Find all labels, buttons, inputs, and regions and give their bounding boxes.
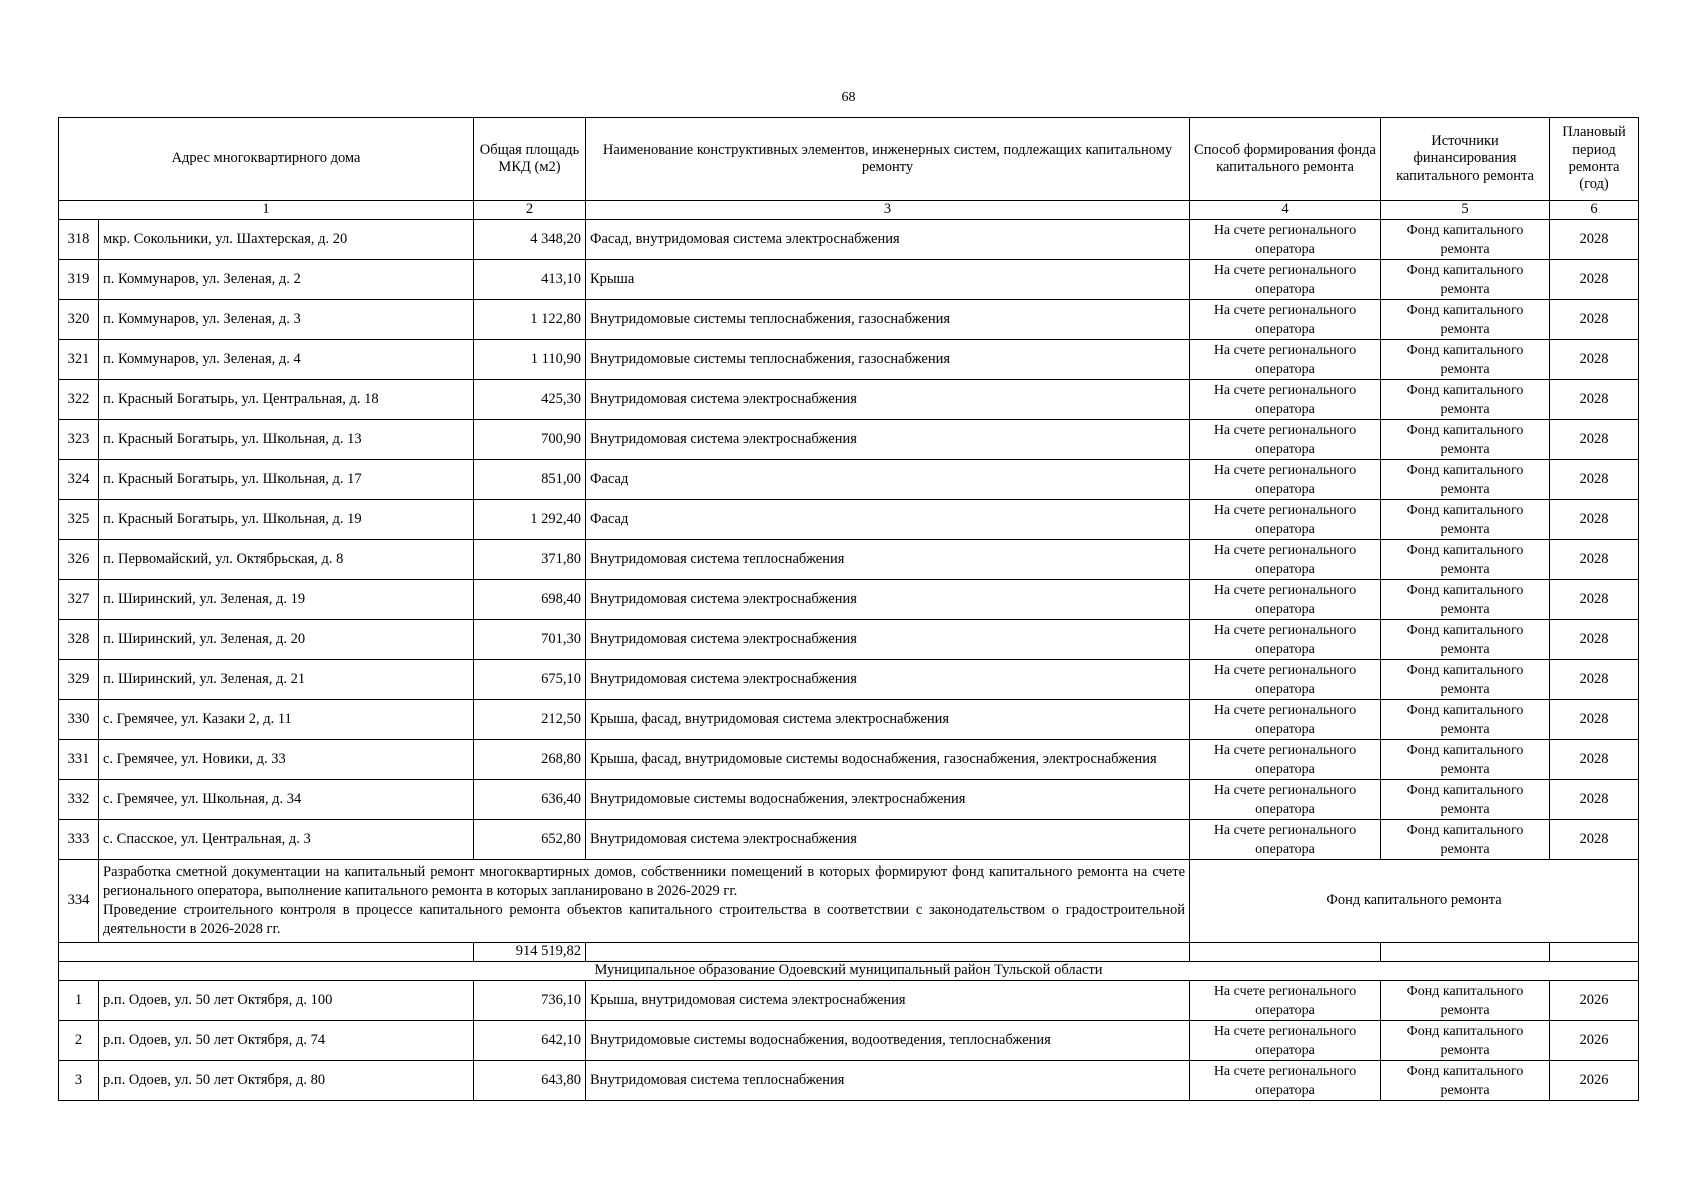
- year-cell: 2028: [1550, 580, 1639, 620]
- source-cell: Фонд капитального ремонта: [1381, 460, 1550, 500]
- row-number: 320: [59, 300, 99, 340]
- address-cell: п. Красный Богатырь, ул. Школьная, д. 19: [99, 500, 474, 540]
- elements-cell: Внутридомовая система теплоснабжения: [586, 1061, 1190, 1101]
- note-text: [99, 860, 1190, 943]
- table-row: [59, 981, 1639, 1021]
- method-cell: На счете регионального оператора: [1190, 1061, 1381, 1101]
- area-cell: 268,80: [474, 740, 586, 780]
- source-cell: Фонд капитального ремонта: [1381, 220, 1550, 260]
- row-number: 332: [59, 780, 99, 820]
- total-empty: [59, 943, 474, 962]
- row-number: 318: [59, 220, 99, 260]
- elements-cell: Внутридомовые системы теплоснабжения, газоснабжения: [586, 340, 1190, 380]
- source-cell: Фонд капитального ремонта: [1381, 300, 1550, 340]
- area-cell: 4 348,20: [474, 220, 586, 260]
- year-cell: 2028: [1550, 740, 1639, 780]
- header-source: Источники финансирования капитального ремонта: [1381, 118, 1550, 201]
- method-cell: На счете регионального оператора: [1190, 740, 1381, 780]
- table-row: [59, 420, 1639, 460]
- column-numbers-row: [59, 201, 1639, 220]
- elements-cell: Крыша, фасад, внутридомовая система электроснабжения: [586, 700, 1190, 740]
- year-cell: 2026: [1550, 1061, 1639, 1101]
- area-cell: 675,10: [474, 660, 586, 700]
- source-cell: Фонд капитального ремонта: [1381, 700, 1550, 740]
- method-cell: На счете регионального оператора: [1190, 380, 1381, 420]
- elements-cell: Внутридомовая система электроснабжения: [586, 620, 1190, 660]
- year-cell: 2028: [1550, 660, 1639, 700]
- total-empty: [1550, 943, 1639, 962]
- address-cell: п. Красный Богатырь, ул. Школьная, д. 13: [99, 420, 474, 460]
- address-cell: п. Ширинский, ул. Зеленая, д. 21: [99, 660, 474, 700]
- elements-cell: Крыша, внутридомовая система электроснабжения: [586, 981, 1190, 1021]
- method-cell: На счете регионального оператора: [1190, 460, 1381, 500]
- method-cell: На счете регионального оператора: [1190, 540, 1381, 580]
- column-number: 6: [1550, 201, 1639, 220]
- table-row: [59, 340, 1639, 380]
- area-cell: 701,30: [474, 620, 586, 660]
- table-row: [59, 580, 1639, 620]
- row-number: 328: [59, 620, 99, 660]
- row-number: 331: [59, 740, 99, 780]
- area-cell: 652,80: [474, 820, 586, 860]
- row-number: 333: [59, 820, 99, 860]
- column-number: 1: [59, 201, 474, 220]
- year-cell: 2028: [1550, 700, 1639, 740]
- row-number: 319: [59, 260, 99, 300]
- year-cell: 2028: [1550, 780, 1639, 820]
- row-number: 2: [59, 1021, 99, 1061]
- table-row: [59, 500, 1639, 540]
- row-number: 327: [59, 580, 99, 620]
- table-row: [59, 220, 1639, 260]
- year-cell: 2026: [1550, 1021, 1639, 1061]
- elements-cell: Внутридомовая система теплоснабжения: [586, 540, 1190, 580]
- address-cell: р.п. Одоев, ул. 50 лет Октября, д. 74: [99, 1021, 474, 1061]
- row-number: 321: [59, 340, 99, 380]
- row-number: 3: [59, 1061, 99, 1101]
- note-row: [59, 860, 1639, 943]
- total-empty: [586, 943, 1190, 962]
- area-cell: 642,10: [474, 1021, 586, 1061]
- address-cell: п. Коммунаров, ул. Зеленая, д. 2: [99, 260, 474, 300]
- header-elements: Наименование конструктивных элементов, инженерных систем, подлежащих капитальному ремонту: [586, 118, 1190, 201]
- table-row: [59, 300, 1639, 340]
- area-cell: 1 292,40: [474, 500, 586, 540]
- elements-cell: Внутридомовая система электроснабжения: [586, 820, 1190, 860]
- elements-cell: Фасад: [586, 500, 1190, 540]
- year-cell: 2028: [1550, 620, 1639, 660]
- area-cell: 851,00: [474, 460, 586, 500]
- table-row: [59, 820, 1639, 860]
- area-cell: 371,80: [474, 540, 586, 580]
- table-footer: [59, 860, 1639, 981]
- method-cell: На счете регионального оператора: [1190, 580, 1381, 620]
- row-number: 334: [59, 860, 99, 943]
- year-cell: 2028: [1550, 260, 1639, 300]
- year-cell: 2028: [1550, 220, 1639, 260]
- area-cell: 636,40: [474, 780, 586, 820]
- address-cell: п. Коммунаров, ул. Зеленая, д. 4: [99, 340, 474, 380]
- table-body-odoev: [59, 981, 1639, 1101]
- year-cell: 2028: [1550, 300, 1639, 340]
- total-row: [59, 943, 1639, 962]
- section-title: Муниципальное образование Одоевский муниципальный район Тульской области: [59, 962, 1639, 981]
- address-cell: р.п. Одоев, ул. 50 лет Октября, д. 100: [99, 981, 474, 1021]
- address-cell: п. Первомайский, ул. Октябрьская, д. 8: [99, 540, 474, 580]
- method-cell: На счете регионального оператора: [1190, 300, 1381, 340]
- address-cell: с. Спасское, ул. Центральная, д. 3: [99, 820, 474, 860]
- year-cell: 2028: [1550, 820, 1639, 860]
- year-cell: 2028: [1550, 380, 1639, 420]
- area-cell: 425,30: [474, 380, 586, 420]
- column-number: 2: [474, 201, 586, 220]
- address-cell: п. Ширинский, ул. Зеленая, д. 20: [99, 620, 474, 660]
- elements-cell: Крыша, фасад, внутридомовые системы водоснабжения, газоснабжения, электроснабжения: [586, 740, 1190, 780]
- method-cell: На счете регионального оператора: [1190, 420, 1381, 460]
- table-row: [59, 660, 1639, 700]
- table-row: [59, 620, 1639, 660]
- address-cell: р.п. Одоев, ул. 50 лет Октября, д. 80: [99, 1061, 474, 1101]
- source-cell: Фонд капитального ремонта: [1381, 620, 1550, 660]
- table-row: [59, 780, 1639, 820]
- address-cell: п. Коммунаров, ул. Зеленая, д. 3: [99, 300, 474, 340]
- elements-cell: Фасад: [586, 460, 1190, 500]
- method-cell: На счете регионального оператора: [1190, 981, 1381, 1021]
- table-row: [59, 260, 1639, 300]
- column-number: 4: [1190, 201, 1381, 220]
- elements-cell: Внутридомовые системы теплоснабжения, газоснабжения: [586, 300, 1190, 340]
- elements-cell: Внутридомовая система электроснабжения: [586, 380, 1190, 420]
- header-method: Способ формирования фонда капитального ремонта: [1190, 118, 1381, 201]
- elements-cell: Внутридомовая система электроснабжения: [586, 580, 1190, 620]
- row-number: 322: [59, 380, 99, 420]
- page-number: 68: [841, 90, 856, 105]
- source-cell: Фонд капитального ремонта: [1381, 380, 1550, 420]
- method-cell: На счете регионального оператора: [1190, 620, 1381, 660]
- row-number: 325: [59, 500, 99, 540]
- year-cell: 2028: [1550, 420, 1639, 460]
- section-row: [59, 962, 1639, 981]
- method-cell: На счете регионального оператора: [1190, 260, 1381, 300]
- table-row: [59, 1061, 1639, 1101]
- row-number: 1: [59, 981, 99, 1021]
- address-cell: с. Гремячее, ул. Школьная, д. 34: [99, 780, 474, 820]
- source-cell: Фонд капитального ремонта: [1381, 1021, 1550, 1061]
- area-cell: 212,50: [474, 700, 586, 740]
- row-number: 323: [59, 420, 99, 460]
- total-area: 914 519,82: [474, 943, 586, 962]
- header-row: [59, 118, 1639, 201]
- table-row: [59, 700, 1639, 740]
- note-line-2: Проведение строительного контроля в процессе капитального ремонта объектов капитального строительства в соответствии с законодательством о градостроительной деятельности в 2026-2028 гг.: [103, 902, 1186, 937]
- elements-cell: Внутридомовые системы водоснабжения, водоотведения, теплоснабжения: [586, 1021, 1190, 1061]
- source-cell: Фонд капитального ремонта: [1381, 420, 1550, 460]
- table-row: [59, 540, 1639, 580]
- row-number: 326: [59, 540, 99, 580]
- method-cell: На счете регионального оператора: [1190, 340, 1381, 380]
- area-cell: 736,10: [474, 981, 586, 1021]
- method-cell: На счете регионального оператора: [1190, 220, 1381, 260]
- capital-repair-table: [58, 117, 1639, 1101]
- year-cell: 2028: [1550, 340, 1639, 380]
- method-cell: На счете регионального оператора: [1190, 780, 1381, 820]
- area-cell: 643,80: [474, 1061, 586, 1101]
- table-body-sokolniki: [59, 220, 1639, 860]
- elements-cell: Крыша: [586, 260, 1190, 300]
- year-cell: 2028: [1550, 460, 1639, 500]
- method-cell: На счете регионального оператора: [1190, 500, 1381, 540]
- address-cell: с. Гремячее, ул. Казаки 2, д. 11: [99, 700, 474, 740]
- note-source: Фонд капитального ремонта: [1190, 860, 1639, 943]
- source-cell: Фонд капитального ремонта: [1381, 500, 1550, 540]
- elements-cell: Внутридомовая система электроснабжения: [586, 660, 1190, 700]
- address-cell: п. Красный Богатырь, ул. Центральная, д. 18: [99, 380, 474, 420]
- area-cell: 1 110,90: [474, 340, 586, 380]
- source-cell: Фонд капитального ремонта: [1381, 820, 1550, 860]
- source-cell: Фонд капитального ремонта: [1381, 660, 1550, 700]
- year-cell: 2028: [1550, 540, 1639, 580]
- header-year: Плановый период ремонта (год): [1550, 118, 1639, 201]
- method-cell: На счете регионального оператора: [1190, 660, 1381, 700]
- row-number: 329: [59, 660, 99, 700]
- method-cell: На счете регионального оператора: [1190, 820, 1381, 860]
- table-row: [59, 1021, 1639, 1061]
- area-cell: 698,40: [474, 580, 586, 620]
- elements-cell: Внутридомовая система электроснабжения: [586, 420, 1190, 460]
- source-cell: Фонд капитального ремонта: [1381, 580, 1550, 620]
- total-empty: [1190, 943, 1381, 962]
- row-number: 330: [59, 700, 99, 740]
- source-cell: Фонд капитального ремонта: [1381, 260, 1550, 300]
- column-number: 5: [1381, 201, 1550, 220]
- method-cell: На счете регионального оператора: [1190, 1021, 1381, 1061]
- total-empty: [1381, 943, 1550, 962]
- year-cell: 2026: [1550, 981, 1639, 1021]
- source-cell: Фонд капитального ремонта: [1381, 981, 1550, 1021]
- column-number: 3: [586, 201, 1190, 220]
- table-row: [59, 740, 1639, 780]
- address-cell: п. Красный Богатырь, ул. Школьная, д. 17: [99, 460, 474, 500]
- row-number: 324: [59, 460, 99, 500]
- area-cell: 700,90: [474, 420, 586, 460]
- area-cell: 1 122,80: [474, 300, 586, 340]
- elements-cell: Внутридомовые системы водоснабжения, электроснабжения: [586, 780, 1190, 820]
- header-area: Общая площадь МКД (м2): [474, 118, 586, 201]
- header-address: Адрес многоквартирного дома: [59, 118, 474, 201]
- area-cell: 413,10: [474, 260, 586, 300]
- address-cell: мкр. Сокольники, ул. Шахтерская, д. 20: [99, 220, 474, 260]
- table-row: [59, 460, 1639, 500]
- source-cell: Фонд капитального ремонта: [1381, 1061, 1550, 1101]
- source-cell: Фонд капитального ремонта: [1381, 340, 1550, 380]
- method-cell: На счете регионального оператора: [1190, 700, 1381, 740]
- note-line-1: Разработка сметной документации на капитальный ремонт многоквартирных домов, собственники помещений в которых формируют фонд капитального ремонта на счете регионального оператора, выполнение капитального ремонта в которых запланировано в 2026-2029 гг.: [103, 864, 1186, 899]
- address-cell: п. Ширинский, ул. Зеленая, д. 19: [99, 580, 474, 620]
- address-cell: с. Гремячее, ул. Новики, д. 33: [99, 740, 474, 780]
- source-cell: Фонд капитального ремонта: [1381, 540, 1550, 580]
- source-cell: Фонд капитального ремонта: [1381, 740, 1550, 780]
- source-cell: Фонд капитального ремонта: [1381, 780, 1550, 820]
- elements-cell: Фасад, внутридомовая система электроснабжения: [586, 220, 1190, 260]
- year-cell: 2028: [1550, 500, 1639, 540]
- table-row: [59, 380, 1639, 420]
